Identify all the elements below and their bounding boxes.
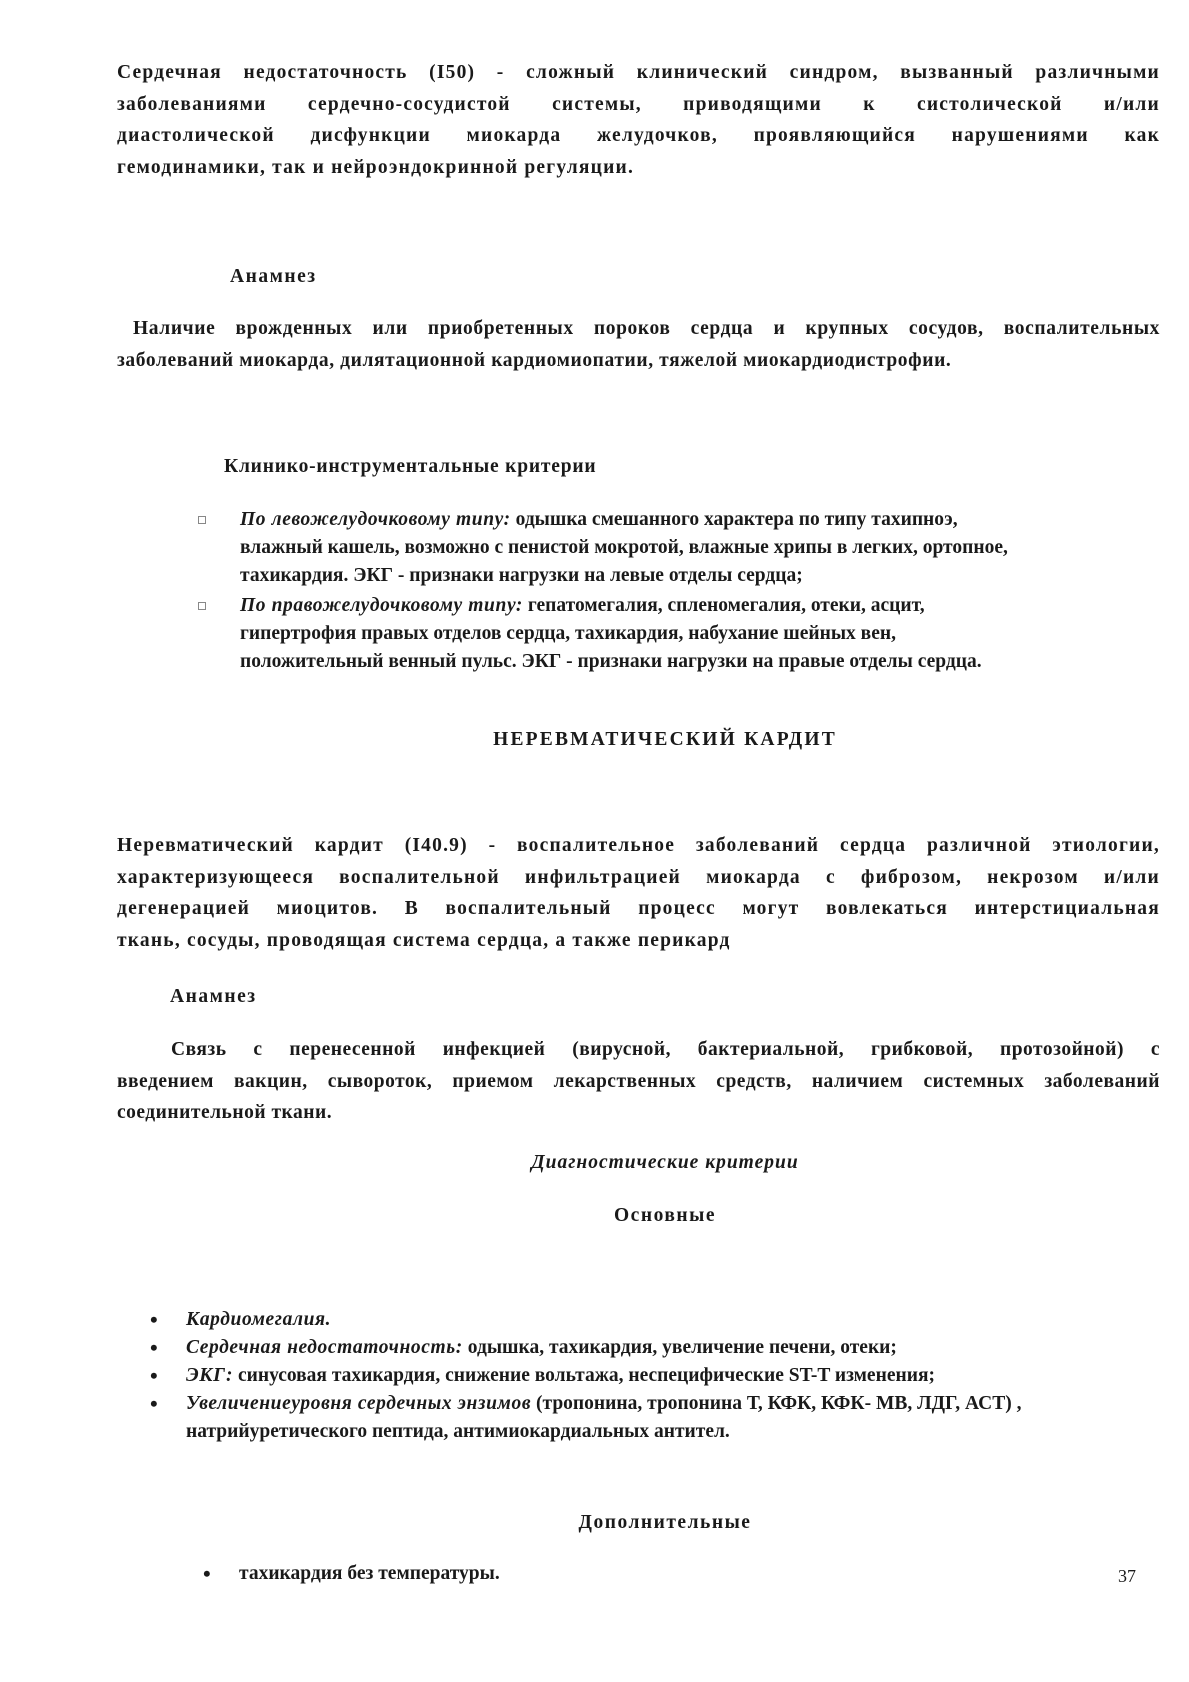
text-line: характеризующееся воспалительной инфильтрацией миокарда с фиброзом, некрозом и/или: [117, 866, 1160, 888]
anamnesis-heading: Анамнез: [230, 266, 317, 287]
criteria-text: одышка смешанного характера по типу тахипноэ,: [510, 509, 958, 530]
criteria-term: ЭКГ:: [186, 1365, 234, 1386]
bullet-icon: •: [150, 1335, 158, 1360]
criteria-text: синусовая тахикардия, снижение вольтажа, неспецифические ST-T изменения;: [233, 1365, 935, 1386]
additional-criteria-heading: Дополнительные: [578, 1512, 752, 1533]
text-line: соединительной ткани.: [117, 1102, 333, 1123]
diagnostic-criteria-heading: Диагностические критерии: [531, 1152, 799, 1173]
square-bullet-icon: [198, 516, 206, 524]
page-number: 37: [1118, 1566, 1136, 1586]
text-line: Сердечная недостаточность (I50) - сложный клинический синдром, вызванный различными: [117, 62, 1160, 83]
text-line: Связь с перенесенной инфекцией (вирусной, бактериальной, грибковой, протозойной) с: [171, 1039, 1160, 1060]
anamnesis-text: [117, 313, 1160, 376]
list-item: [150, 1334, 1140, 1362]
main-criteria-list: [150, 1306, 1140, 1446]
text-line: заболеваний миокарда, дилятационной кардиомиопатии, тяжелой миокардиодистрофии.: [117, 349, 952, 371]
list-item: [198, 592, 1138, 676]
bullet-icon: •: [150, 1391, 158, 1416]
list-item: [150, 1306, 1140, 1334]
section-title: НЕРЕВМАТИЧЕСКИЙ КАРДИТ: [493, 729, 837, 750]
list-item: [150, 1390, 1140, 1446]
additional-criteria-list: [203, 1560, 1103, 1588]
text-line: дегенерацией миоцитов. В воспалительный процесс могут вовлекаться интерстициальная: [117, 898, 1160, 919]
text-line: ткань, сосуды, проводящая система сердца, а также перикард: [117, 929, 731, 951]
text-line: Наличие врожденных или приобретенных пороков сердца и крупных сосудов, воспалительных: [133, 318, 1160, 339]
text-line: Неревматический кардит (I40.9) - воспалительное заболеваний сердца различной этиологии,: [117, 835, 1160, 856]
clinical-criteria-heading: Клинико-инструментальные критерии: [224, 456, 597, 477]
criteria-term: Кардиомегалия.: [186, 1309, 332, 1330]
main-criteria-heading: Основные: [614, 1205, 716, 1226]
bullet-icon: •: [150, 1307, 158, 1332]
bullet-icon: •: [150, 1363, 158, 1388]
criteria-term: По правожелудочковому типу:: [240, 595, 524, 616]
anamnesis-heading: Анамнез: [170, 986, 257, 1007]
criteria-text: гипертрофия правых отделов сердца, тахикардия, набухание шейных вен,: [240, 623, 896, 644]
criteria-text: одышка, тахикардия, увеличение печени, отеки;: [462, 1337, 897, 1358]
list-item: [203, 1560, 1103, 1588]
criteria-text: влажный кашель, возможно с пенистой мокротой, влажные хрипы в легких, ортопное,: [240, 537, 1008, 558]
text-line: гемодинамики, так и нейроэндокринной регуляции.: [117, 156, 635, 178]
criteria-text: тахикардия без температуры.: [239, 1563, 500, 1584]
criteria-text: (тропонина, тропонина Т, КФК, КФК- МВ, ЛДГ, АСТ) , натрийуретического пептида, антимиокардиальных антител.: [186, 1393, 1022, 1442]
criteria-term: Увеличениеуровня сердечных энзимов: [186, 1393, 532, 1414]
list-item: [198, 506, 1138, 590]
square-bullet-icon: [198, 602, 206, 610]
criteria-term: По левожелудочковому типу:: [240, 509, 511, 530]
list-item: [150, 1362, 1140, 1390]
carditis-definition: [117, 830, 1160, 956]
bullet-icon: •: [203, 1561, 211, 1586]
heart-failure-definition: [117, 57, 1160, 183]
criteria-text: положительный венный пульс. ЭКГ - признаки нагрузки на правые отделы сердца.: [240, 651, 982, 672]
criteria-text: тахикардия. ЭКГ - признаки нагрузки на левые отделы сердца;: [240, 565, 803, 586]
criteria-term: Сердечная недостаточность:: [186, 1337, 463, 1358]
text-line: заболеваниями сердечно-сосудистой системы, приводящими к систолической и/или: [117, 93, 1160, 115]
text-line: диастолической дисфункции миокарда желудочков, проявляющийся нарушениями как: [117, 125, 1160, 146]
carditis-anamnesis-text: [117, 1034, 1160, 1129]
clinical-criteria-list: [198, 506, 1138, 676]
criteria-text: гепатомегалия, спленомегалия, отеки, асцит,: [523, 595, 925, 616]
text-line: введением вакцин, сывороток, приемом лекарственных средств, наличием системных заболеваний: [117, 1070, 1160, 1092]
